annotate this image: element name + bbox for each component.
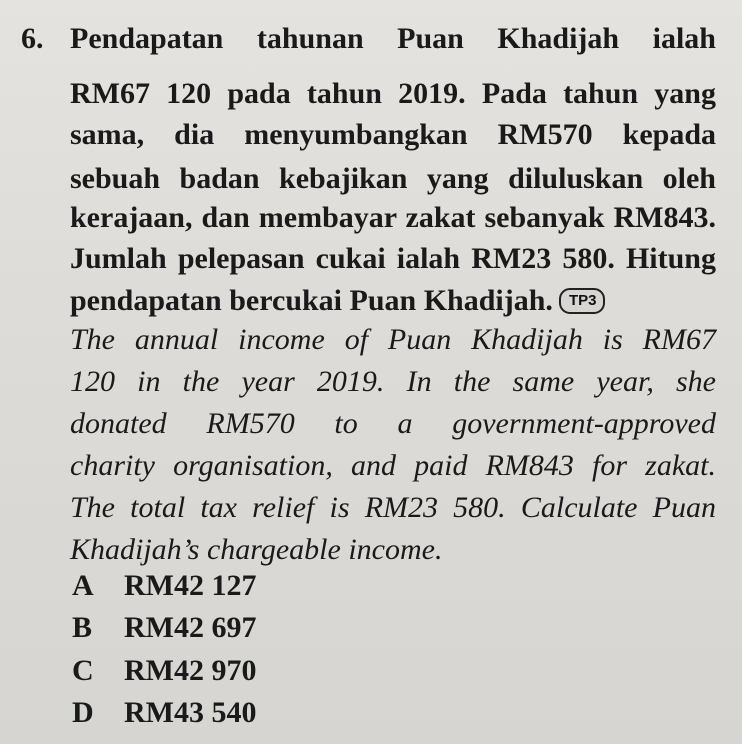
option-d-value: RM43 540 (124, 696, 257, 729)
option-d-letter: D (72, 696, 94, 729)
malay-line-4: sebuah badan kebajikan yang diluluskan oleh (70, 162, 716, 195)
option-b[interactable] (72, 613, 256, 643)
option-a[interactable] (72, 571, 256, 601)
option-c-letter: C (72, 654, 94, 687)
option-b-letter: B (72, 611, 93, 644)
english-line-5: The total tax relief is RM23 580. Calculate Puan (70, 491, 716, 524)
malay-line-3: sama, dia menyumbangkan RM570 kepada (70, 118, 716, 151)
malay-line-1: Pendapatan tahunan Puan Khadijah ialah (70, 22, 716, 55)
malay-line-6: Jumlah pelepasan cukai ialah RM23 580. Hitung (70, 242, 716, 275)
question-number: 6. (21, 22, 44, 55)
english-line-1: The annual income of Puan Khadijah is RM67 (70, 323, 716, 356)
english-line-4: charity organisation, and paid RM843 for zakat. (70, 449, 716, 482)
option-b-value: RM42 697 (124, 611, 257, 644)
english-line-3: donated RM570 to a government-approved (70, 407, 716, 440)
tp-level-badge: TP3 (559, 288, 606, 314)
option-c[interactable] (72, 656, 256, 686)
english-line-6: Khadijah’s chargeable income. (70, 533, 443, 566)
option-a-letter: A (72, 569, 94, 602)
option-d[interactable] (72, 698, 256, 728)
malay-line-7 (70, 286, 716, 316)
malay-line-7-text: pendapatan bercukai Puan Khadijah. (70, 284, 553, 317)
malay-line-2: RM67 120 pada tahun 2019. Pada tahun yang (70, 77, 716, 110)
option-a-value: RM42 127 (124, 569, 257, 602)
malay-line-5: kerajaan, dan membayar zakat sebanyak RM843. (70, 201, 716, 234)
option-c-value: RM42 970 (124, 654, 257, 687)
english-line-2: 120 in the year 2019. In the same year, she (70, 365, 716, 398)
